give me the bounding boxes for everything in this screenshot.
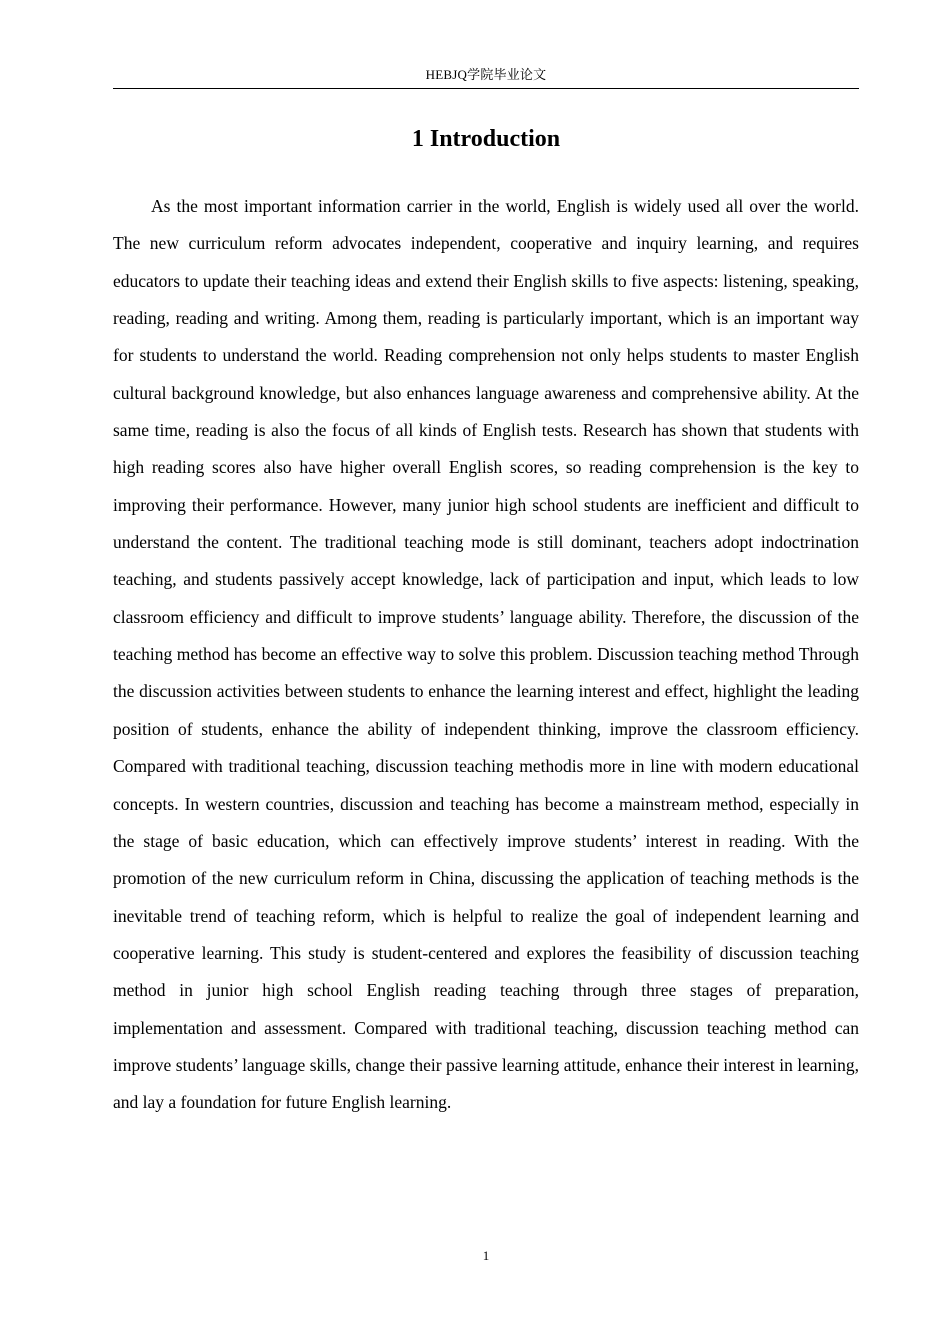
page-number: 1 — [482, 1248, 490, 1263]
header-rule — [113, 88, 859, 89]
body-paragraph: As the most important information carrier in the world, English is widely used all over the world. The new curriculum reform advocates independent, cooperative and inquiry learning, and requires educators to update their teaching ideas and extend their English skills to five aspects: listening, speaking, reading, reading and writing. Among them, reading is particularly important, which is an important way for students to understand the world. Reading comprehension not only helps students to master English cultural background knowledge, but also enhances language awareness and comprehensive ability. At the same time, reading is also the focus of all kinds of English tests. Research has shown that students with high reading scores also have higher overall English scores, so reading comprehension is the key to improving their performance. However, many junior high school students are inefficient and difficult to understand the content. The traditional teaching mode is still dominant, teachers adopt indoctrination teaching, and students passively accept knowledge, lack of participation and input, which leads to low classroom efficiency and difficult to improve students’ language ability. Therefore, the discussion of the teaching method has become an effective way to solve this problem. Discussion teaching method Through the discussion activities between students to enhance the learning interest and effect, highlight the leading position of students, enhance the ability of independent thinking, improve the classroom efficiency. Compared with traditional teaching, discussion teaching methodis more in line with modern educational concepts. In western countries, discussion and teaching has become a mainstream method, especially in the stage of basic education, which can effectively improve students’ interest in reading. With the promotion of the new curriculum reform in China, discussing the application of teaching methods is the inevitable trend of teaching reform, which is helpful to realize the goal of independent learning and cooperative learning. This study is student-centered and explores the feasibility of discussion teaching method in junior high school English reading teaching through three stages of preparation, implementation and assessment. Compared with traditional teaching, discussion teaching method can improve students’ language skills, change their passive learning attitude, enhance their interest in learning, and lay a foundation for future English learning. — [113, 196, 859, 1113]
running-header: HEBJQ学院毕业论文 — [425, 67, 547, 82]
chapter-title: 1 Introduction — [411, 126, 561, 152]
